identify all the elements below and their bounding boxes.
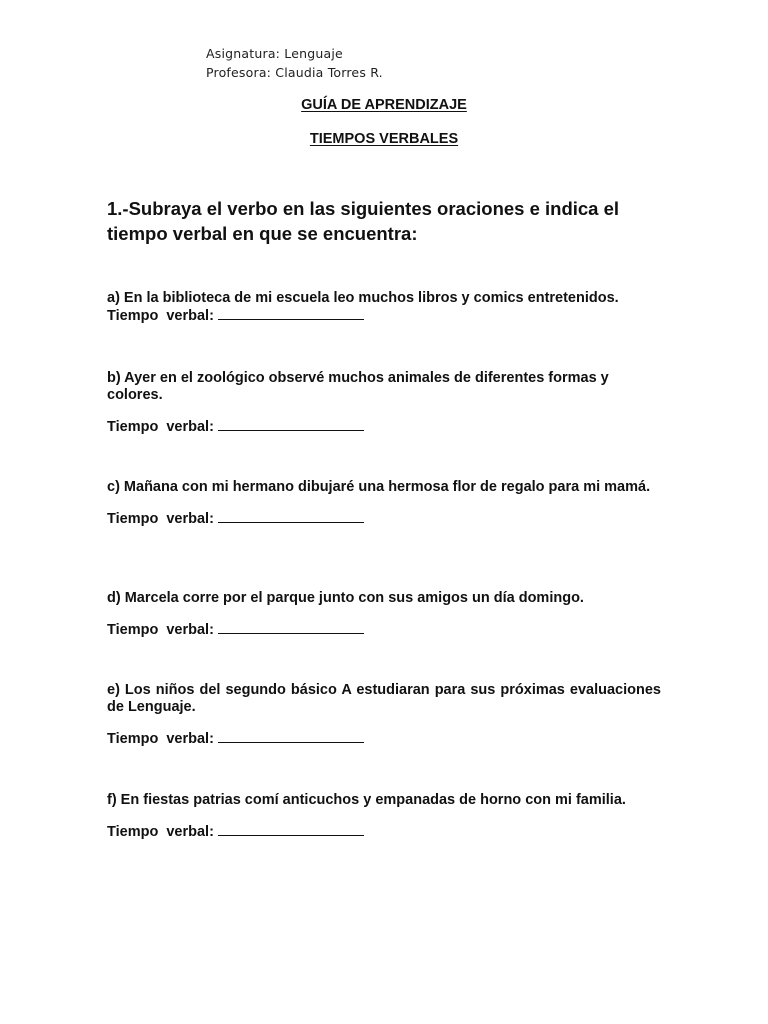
exercise-item-b xyxy=(107,370,661,436)
answer-blank[interactable] xyxy=(218,621,364,634)
subject-line: Asignatura: Lenguaje xyxy=(206,46,343,61)
exercise-sentence: f) En fiestas patrias comí anticuchos y empanadas de horno con mi familia. xyxy=(107,792,626,808)
document-title: GUÍA DE APRENDIZAJE xyxy=(301,97,467,113)
exercise-item-c xyxy=(107,479,661,528)
answer-line xyxy=(107,510,661,528)
answer-blank[interactable] xyxy=(218,510,364,523)
answer-blank[interactable] xyxy=(218,823,364,836)
answer-label: Tiempo verbal: xyxy=(107,824,214,840)
exercise-item-e xyxy=(107,682,661,748)
exercise-item-a xyxy=(107,290,661,325)
exercise-sentence: c) Mañana con mi hermano dibujaré una hermosa flor de regalo para mi mamá. xyxy=(107,479,651,495)
answer-blank[interactable] xyxy=(218,418,364,431)
answer-label: Tiempo verbal: xyxy=(107,622,214,638)
exercise-sentence: a) En la biblioteca de mi escuela leo muchos libros y comics entretenidos. xyxy=(107,290,619,306)
document-subtitle: TIEMPOS VERBALES xyxy=(309,131,459,147)
answer-line xyxy=(107,730,661,748)
instruction-text: 1.-Subraya el verbo en las siguientes oraciones e indica el tiempo verbal en que se encuentra: xyxy=(107,198,620,244)
answer-label: Tiempo verbal: xyxy=(107,308,214,324)
teacher-line: Profesora: Claudia Torres R. xyxy=(206,65,383,80)
answer-blank[interactable] xyxy=(218,730,364,743)
exercise-sentence: d) Marcela corre por el parque junto con sus amigos un día domingo. xyxy=(107,590,584,606)
answer-line xyxy=(107,621,661,639)
answer-label: Tiempo verbal: xyxy=(107,731,214,747)
answer-line xyxy=(107,307,661,325)
answer-line xyxy=(107,418,661,436)
exercise-item-d xyxy=(107,590,661,639)
answer-label: Tiempo verbal: xyxy=(107,419,214,435)
answer-blank[interactable] xyxy=(218,307,364,320)
exercise-sentence: e) Los niños del segundo básico A estudiaran para sus próximas evaluaciones de Lenguaje. xyxy=(107,682,661,715)
answer-line xyxy=(107,823,661,841)
document-header xyxy=(206,44,383,82)
exercise-item-f xyxy=(107,792,661,841)
exercise-sentence: b) Ayer en el zoológico observé muchos animales de diferentes formas y colores. xyxy=(107,370,609,403)
answer-label: Tiempo verbal: xyxy=(107,511,214,527)
